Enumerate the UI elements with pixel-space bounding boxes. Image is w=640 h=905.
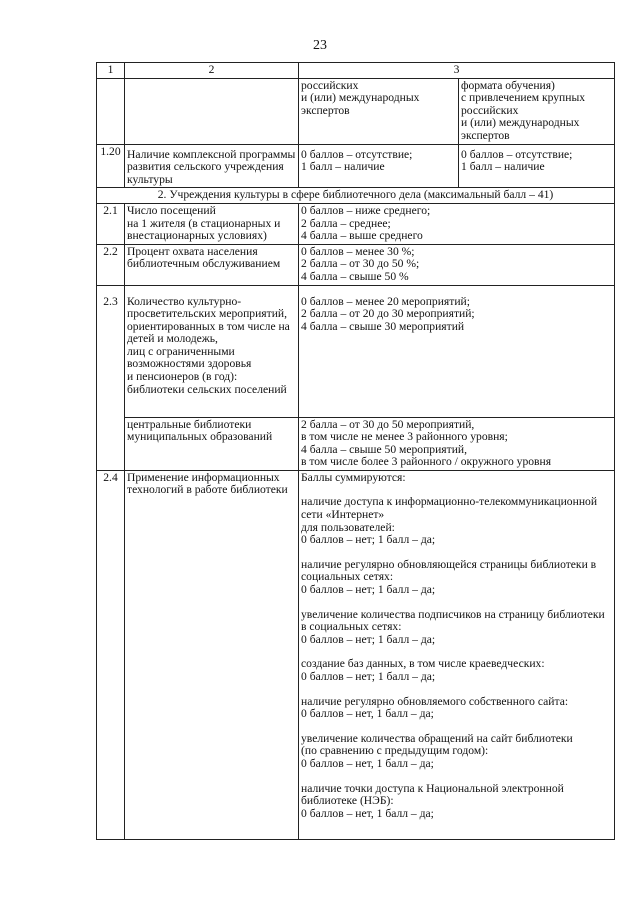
score-item: увеличение количества подписчиков на страницу библиотеки в социальных сетях: 0 баллов – нет; 1 балл – да; <box>301 607 605 646</box>
criterion-cell: Число посещений на 1 жителя (в стационарных и внестационарных условиях) <box>125 203 299 244</box>
score-intro: Баллы суммируются: <box>301 470 406 484</box>
continuation-criterion <box>125 78 299 144</box>
page-number: 23 <box>313 38 327 53</box>
score-item: наличие регулярно обновляющейся страницы библиотеки в социальных сетях: 0 баллов – нет; 1 балл – да; <box>301 557 597 597</box>
sub-score-cell: 2 балла – от 30 до 50 мероприятий, в том числе не менее 3 районного уровня; 4 балла – свыше 50 мероприятий, в том числе более 3 районного / окружного уровня <box>299 417 615 470</box>
sub-criterion-cell: центральные библиотеки муниципальных образований <box>125 417 299 470</box>
section-title: 2. Учреждения культуры в сфере библиотечного дела (максимальный балл – 41) <box>97 188 615 204</box>
criterion-cell: Количество культурно-просветительских мероприятий, ориентированных в том числе на детей и молодежь, лиц с ограниченными возможностями здоровья и пенсионеров (в год): библиотеки сельских поселений <box>125 285 299 417</box>
score-cell: 0 баллов – менее 20 мероприятий; 2 балла – от 20 до 30 мероприятий; 4 балла – свыше 30 мероприятий <box>299 285 615 417</box>
table-row <box>97 417 615 470</box>
continuation-score-b: формата обучения) с привлечением крупных российских и (или) международных экспертов <box>459 78 615 144</box>
section-row <box>97 188 615 204</box>
criterion-cell: Процент охвата населения библиотечным обслуживанием <box>125 244 299 285</box>
score-item: наличие доступа к информационно-телекоммуникационной сети «Интернет» для пользователей: 0 баллов – нет; 1 балл – да; <box>301 495 598 547</box>
criteria-table <box>96 62 615 840</box>
row-number: 2.3 <box>97 285 125 470</box>
continuation-score-a: российских и (или) международных экспертов <box>299 78 459 144</box>
table-row <box>97 470 615 839</box>
table-row <box>97 144 615 188</box>
row-number: 2.2 <box>97 244 125 285</box>
score-cell-a: 0 баллов – отсутствие; 1 балл – наличие <box>299 144 459 188</box>
score-cell: 0 баллов – менее 30 %; 2 балла – от 30 до 50 %; 4 балла – свыше 50 % <box>299 244 615 285</box>
header-col-3: 3 <box>299 63 615 79</box>
score-cell: 0 баллов – ниже среднего; 2 балла – среднее; 4 балла – выше среднего <box>299 203 615 244</box>
row-number: 2.1 <box>97 203 125 244</box>
table-header-row <box>97 63 615 79</box>
header-col-1: 1 <box>97 63 125 79</box>
continuation-num <box>97 78 125 144</box>
header-col-2: 2 <box>125 63 299 79</box>
score-cell-b: 0 баллов – отсутствие; 1 балл – наличие <box>459 144 615 188</box>
score-item: создание баз данных, в том числе краеведческих: 0 баллов – нет; 1 балл – да; <box>301 657 545 683</box>
score-item: наличие регулярно обновляемого собственного сайта: 0 баллов – нет, 1 балл – да; <box>301 694 569 721</box>
score-item: наличие точки доступа к Национальной электронной библиотеке (НЭБ): 0 баллов – нет, 1 балл – да; <box>301 781 564 820</box>
row-number: 2.4 <box>97 470 125 839</box>
score-item: увеличение количества обращений на сайт библиотеки (по сравнению с предыдущим годом): 0 баллов – нет, 1 балл – да; <box>301 731 573 770</box>
continuation-row <box>97 78 615 144</box>
row-number: 1.20 <box>97 144 125 188</box>
score-cell <box>299 470 615 839</box>
criterion-cell: Применение информационных технологий в работе библиотеки <box>125 470 299 839</box>
table-row <box>97 285 615 417</box>
table-row <box>97 203 615 244</box>
criterion-cell: Наличие комплексной программы развития сельского учреждения культуры <box>125 144 299 188</box>
table-row <box>97 244 615 285</box>
